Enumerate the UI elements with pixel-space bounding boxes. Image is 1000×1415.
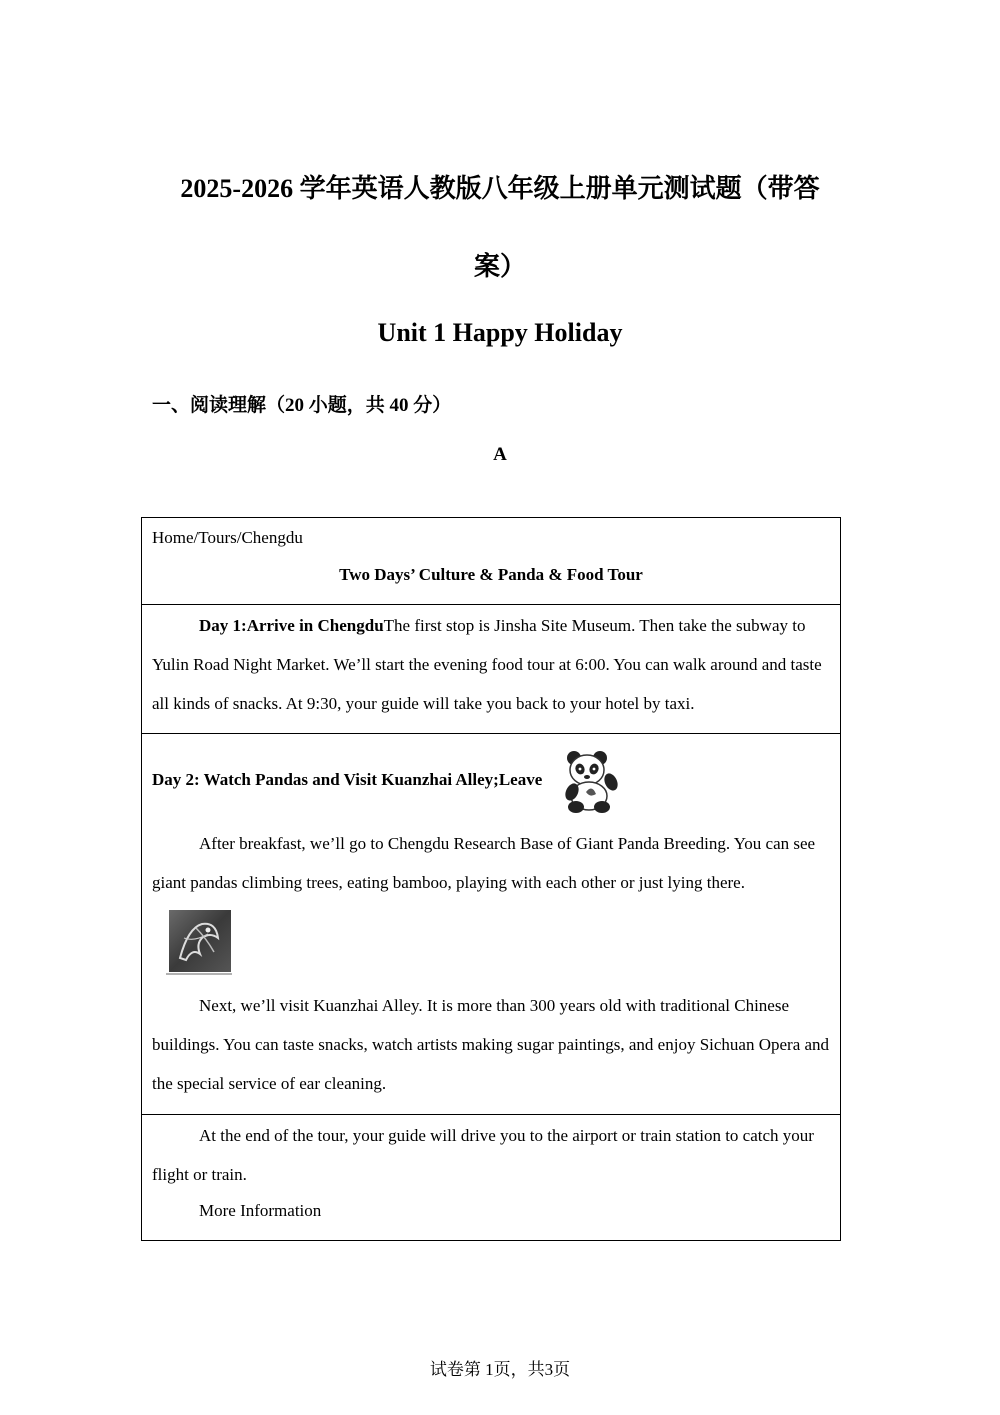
breadcrumb: Home/Tours/Chengdu xyxy=(152,528,303,547)
sugar-painting-photo-icon xyxy=(166,908,234,976)
more-information-link[interactable]: More Information xyxy=(199,1201,322,1220)
unit-title: Unit 1 Happy Holiday xyxy=(377,318,623,347)
day1-heading: Day 1:Arrive in Chengdu xyxy=(199,616,384,635)
document-title-line-1: 2025-2026 学年英语人教版八年级上册单元测试题（带答 xyxy=(180,174,820,203)
tour-title: Two Days’ Culture & Panda & Food Tour xyxy=(339,565,643,584)
day2-paragraph-1: After breakfast, we’ll go to Chengdu Research Base of Giant Panda Breeding. You can see giant pandas climbing trees, eating bamboo, playing with each other or just lying there. xyxy=(152,834,816,892)
day2-heading-row xyxy=(152,734,830,824)
ending-cell xyxy=(142,1115,840,1240)
day2-cell xyxy=(142,734,840,1115)
photo-container xyxy=(152,902,830,986)
page-footer: 试卷第 1页，共3页 xyxy=(429,1360,571,1379)
panda-icon xyxy=(560,748,622,814)
document-title-line-2: 案） xyxy=(473,252,526,281)
ending-paragraph: At the end of the tour, your guide will drive you to the airport or train station to catch your flight or train. xyxy=(152,1126,814,1184)
day2-heading: Day 2: Watch Pandas and Visit Kuanzhai Alley;Leave xyxy=(152,769,543,789)
day1-cell xyxy=(142,605,840,734)
tour-table xyxy=(141,517,841,1241)
day2-paragraph-2: Next, we’ll visit Kuanzhai Alley. It is more than 300 years old with traditional Chinese buildings. You can taste snacks, watch artists making sugar paintings, and enjoy Sichuan Opera and the special service of ear cleaning. xyxy=(152,996,830,1093)
section-heading: 一、阅读理解（20 小题，共 40 分） xyxy=(152,395,452,416)
day1-paragraph xyxy=(152,606,830,723)
day1-text: The first stop is Jinsha Site Museum. Then take the subway to Yulin Road Night Market. We’ll start the evening food tour at 6:00. You can walk around and taste all kinds of snacks. At 9:30, your guide will take you back to your hotel by taxi. xyxy=(152,616,822,713)
passage-letter: A xyxy=(493,444,507,465)
tour-header-cell xyxy=(142,518,840,605)
